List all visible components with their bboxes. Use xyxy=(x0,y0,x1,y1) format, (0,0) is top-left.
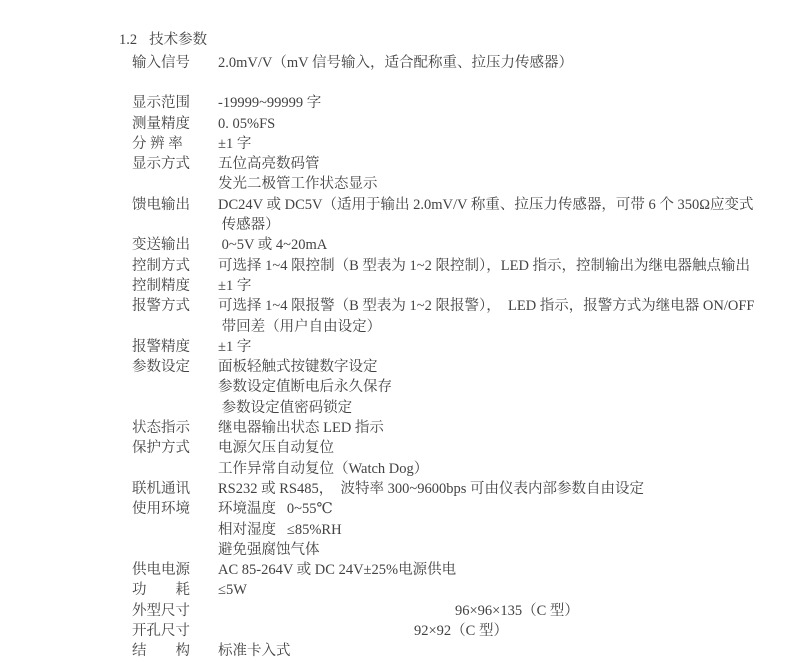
spec-value xyxy=(218,499,342,560)
spec-value xyxy=(218,357,392,418)
spec-value-line: RS232 或 RS485， 波特率 300~9600bps 可由仪表内部参数自由设定 xyxy=(218,480,644,497)
spec-row-excitation-output xyxy=(132,195,772,236)
spec-value xyxy=(218,276,251,296)
spec-value-line: 环境温度 0~55℃ xyxy=(218,501,333,518)
spec-value-line: 带回差（用户自由设定） xyxy=(218,318,382,335)
spec-row-power-supply xyxy=(132,560,772,580)
spec-label: 馈电输出 xyxy=(132,196,190,213)
spec-label: 控制精度 xyxy=(132,277,190,294)
spec-label: 变送输出 xyxy=(132,237,190,254)
spec-row-alarm-accuracy xyxy=(132,337,772,357)
spec-label: 报警精度 xyxy=(132,338,190,355)
spec-value-line: 96×96×135（C 型） xyxy=(455,602,579,619)
spec-value-line: ±1 字 xyxy=(218,338,252,355)
spec-value-line: 2.0mV/V（mV 信号输入，适合配称重、拉压力传感器） xyxy=(218,55,573,71)
spec-value xyxy=(218,235,327,255)
section-heading xyxy=(119,30,772,50)
spec-row-input-signal xyxy=(132,53,772,73)
spec-label: 显示范围 xyxy=(132,95,190,112)
spec-row-control-accuracy xyxy=(132,276,772,296)
spec-value-line: 避免强腐蚀气体 xyxy=(218,541,320,558)
section-number: 1.2 xyxy=(119,32,138,48)
spec-value-line: 面板轻触式按键数字设定 xyxy=(218,359,378,376)
section-title: 技术参数 xyxy=(149,32,208,48)
spec-label: 外型尺寸 xyxy=(132,602,190,619)
spec-value-line: 五位高亮数码管 xyxy=(218,156,320,173)
spec-row-transmit-output xyxy=(132,235,772,255)
spec-value-line: 工作异常自动复位（Watch Dog） xyxy=(218,460,429,477)
spec-value xyxy=(218,641,291,661)
spec-value-line: 参数设定值密码锁定 xyxy=(218,399,353,416)
spec-value-line: 发光二极管工作状态显示 xyxy=(218,176,378,193)
spec-label: 分 辨 率 xyxy=(132,135,183,152)
spec-value xyxy=(218,53,573,73)
spec-label: 测量精度 xyxy=(132,115,190,132)
spec-row-display-range xyxy=(132,93,772,113)
spec-row-status-indication xyxy=(132,418,772,438)
spec-label: 结 构 xyxy=(132,643,190,660)
spec-label: 参数设定 xyxy=(132,359,190,376)
spec-value-line: AC 85-264V 或 DC 24V±25%电源供电 xyxy=(218,562,457,579)
spec-row-structure xyxy=(132,641,772,661)
spec-value xyxy=(218,154,378,195)
spec-value xyxy=(218,337,251,357)
spec-label: 供电电源 xyxy=(132,562,190,579)
spec-value-line: ±1 字 xyxy=(218,135,252,152)
spec-value-line: DC24V 或 DC5V（适用于输出 2.0mV/V 称重、拉压力传感器，可带 6 个 350Ω应变式 xyxy=(218,196,754,213)
spec-value-line: 0. 05%FS xyxy=(218,115,276,132)
spec-label: 联机通讯 xyxy=(132,480,190,497)
spec-value-line: 92×92（C 型） xyxy=(414,623,508,640)
spec-label: 保护方式 xyxy=(132,440,190,457)
spec-row-parameter-setting xyxy=(132,357,772,418)
spec-row-control-mode xyxy=(132,256,772,276)
spec-value-line: 可选择 1~4 限控制（B 型表为 1~2 限控制），LED 指示，控制输出为继电器触点输出 xyxy=(218,257,751,274)
spec-row-operating-environment xyxy=(132,499,772,560)
spec-value-line: 相对湿度 ≤85%RH xyxy=(218,521,342,538)
spec-value xyxy=(218,601,579,621)
spec-value xyxy=(218,418,384,438)
spec-label: 报警方式 xyxy=(132,298,190,315)
spec-label: 状态指示 xyxy=(132,420,190,437)
spec-value xyxy=(218,438,428,479)
spec-value xyxy=(218,256,750,276)
spec-sheet xyxy=(119,30,772,662)
spec-row-cutout-dimensions xyxy=(132,621,772,641)
spec-value-line: 继电器输出状态 LED 指示 xyxy=(218,420,384,437)
spec-value-line: 标准卡入式 xyxy=(218,643,291,660)
spec-value xyxy=(218,93,321,113)
spec-value xyxy=(218,580,247,600)
spec-value-line: 0~5V 或 4~20mA xyxy=(218,237,328,254)
spec-row-protection-mode xyxy=(132,438,772,479)
spec-value-line: 电源欠压自动复位 xyxy=(218,440,334,457)
spec-value xyxy=(218,479,644,499)
spec-label: 使用环境 xyxy=(132,501,190,518)
spec-value-line: 传感器） xyxy=(218,217,280,234)
spec-value-line: -19999~99999 字 xyxy=(218,95,322,112)
spec-row-display-mode xyxy=(132,154,772,195)
spec-label: 控制方式 xyxy=(132,257,190,274)
spec-label: 显示方式 xyxy=(132,156,190,173)
spec-value-line: 可选择 1~4 限报警（B 型表为 1~2 限报警）， LED 指示，报警方式为继电器 ON/OFF xyxy=(218,298,755,315)
spec-row-outline-dimensions xyxy=(132,601,772,621)
spec-label: 开孔尺寸 xyxy=(132,623,190,640)
spec-label: 输入信号 xyxy=(132,55,190,71)
spec-row-power-consumption xyxy=(132,580,772,600)
spec-row-communication xyxy=(132,479,772,499)
spec-value xyxy=(218,621,508,641)
spec-value xyxy=(218,195,753,236)
spec-row-measure-accuracy xyxy=(132,114,772,134)
spec-value xyxy=(218,134,251,154)
spec-value-line: 参数设定值断电后永久保存 xyxy=(218,379,392,396)
spec-value-line: ≤5W xyxy=(218,582,247,599)
spec-row-alarm-mode xyxy=(132,296,772,337)
spec-value xyxy=(218,114,275,134)
spec-value xyxy=(218,560,456,580)
spec-row-resolution xyxy=(132,134,772,154)
spec-label: 功 耗 xyxy=(132,582,190,599)
spec-value-line: ±1 字 xyxy=(218,277,252,294)
spec-value xyxy=(218,296,755,337)
